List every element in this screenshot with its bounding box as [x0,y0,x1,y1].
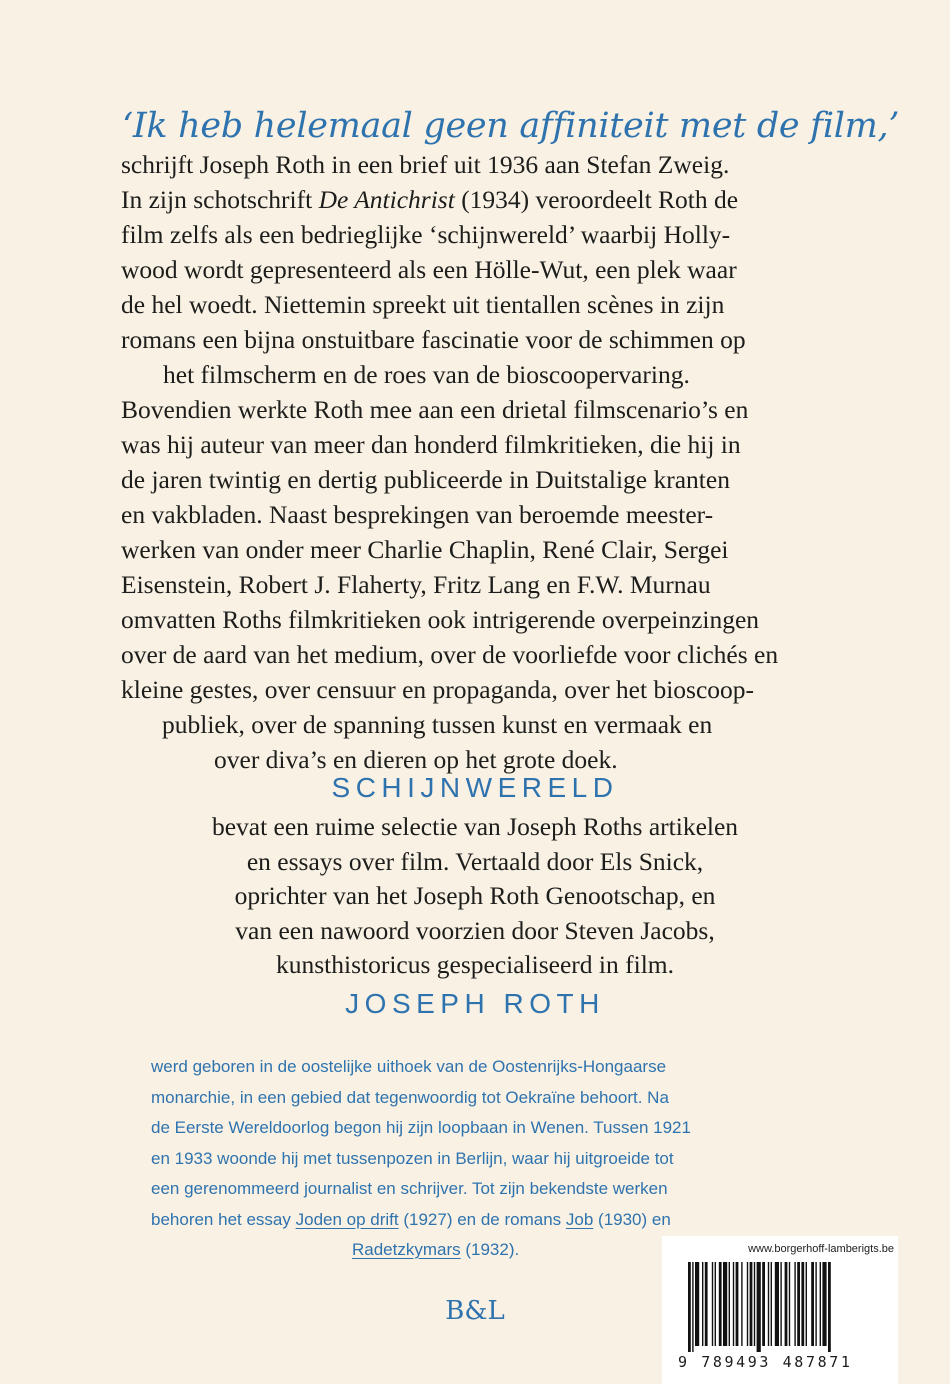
barcode-bar [715,1262,716,1346]
blurb-line: schrijft Joseph Roth in een brief uit 1936 aan Stefan Zweig. [121,150,730,179]
barcode-bar [762,1262,765,1346]
blurb-line: In zijn schotschrift De Antichrist (1934) veroordeelt Roth de [121,185,739,214]
bio-line-works-end: Radetzkymars (1932). [352,1240,520,1259]
blurb-line: omvatten Roths filmkritieken ook intrigerende overpeinzingen [121,605,760,634]
barcode-bar [692,1262,693,1352]
blurb-line: romans een bijna onstuitbare fascinatie voor de schimmen op [121,325,746,354]
publisher-logo: B&L [445,1296,505,1326]
barcode-bar [750,1262,753,1346]
opening-quote: ‘Ik heb helemaal geen affiniteit met de film,’ [122,106,900,146]
blurb-line: wood wordt gepresenteerd als een Hölle-Wut, een plek waar [121,255,737,284]
schijnwereld-heading: SCHIJNWERELD [331,772,619,803]
barcode-bar [775,1262,779,1346]
bio-line-works: behoren het essay Joden op drift (1927) en de romans Job (1930) en [151,1209,671,1229]
barcode-bar [811,1262,814,1346]
barcode-bar [797,1262,800,1346]
barcode-bar [723,1262,727,1346]
blurb-line: publiek, over de spanning tussen kunst en vermaak en [162,710,713,739]
author-heading: JOSEPH ROTH [345,988,605,1019]
barcode-bar [789,1262,790,1346]
blurb-line: over diva’s en dieren op het grote doek. [214,745,618,774]
barcode-bar [822,1262,826,1346]
blurb-line: kleine gestes, over censuur en propaganda, over het bioscoop- [121,675,755,704]
barcode-bar [771,1262,772,1346]
barcode-bar [828,1262,831,1352]
blurb-line: het filmscherm en de roes van de bioscoopervaring. [163,360,690,389]
author-bio: werd geboren in de oostelijke uithoek van de Oostenrijks-Hongaarse monarchie, in een gebied dat tegenwoordig tot Oekraïne behoort. Na de Eerste Wereldoorlog begon hij zijn loopbaan in Wenen. Tussen 1921 en 1933 woonde hij met tussenpozen in Berlijn, waar hij uitgroeide tot een gerenommeerd journalist en schrijver. Tot zijn bekendste werken behoren het essay Joden op drift (1927) en de romans Job (1930) en Radetzkymars (1932). [151,1052,811,1266]
barcode-bar [801,1262,804,1346]
barcode-bar [820,1262,821,1346]
barcode-bar [729,1262,730,1346]
blurb-line: werken van onder meer Charlie Chaplin, René Clair, Sergei [121,535,729,564]
title-joden-op-drift: Joden op drift [295,1209,399,1229]
barcode-bar [733,1262,734,1346]
barcode-panel [662,1236,898,1384]
barcode-bar [768,1262,769,1346]
blurb-line: Eisenstein, Robert J. Flaherty, Fritz Lang en F.W. Murnau [121,570,711,599]
barcode-bar [785,1262,788,1346]
barcode-bar [757,1262,761,1352]
schijnwereld-description: bevat een ruime selectie van Joseph Roths artikelen en essays over film. Vertaald door Els Snick, oprichter van het Joseph Roth Genootschap, en van een nawoord voorzien door Steven Jacobs, kunsthistoricus gespecialiseerd in film. [211,812,739,979]
barcode-bar [695,1262,699,1346]
barcode-bar [747,1262,748,1346]
title-job: Job [565,1209,594,1229]
barcode-bar [806,1262,807,1346]
isbn-digits: 9 789493 487871 [678,1353,853,1371]
barcode-bar [815,1262,816,1346]
title-radetzkymars: Radetzkymars [352,1240,461,1259]
blurb-line: Bovendien werkte Roth mee aan een drietal filmscenario’s en [121,395,749,424]
blurb-line: en vakbladen. Naast besprekingen van beroemde meester- [121,500,714,529]
barcode-bar [712,1262,713,1346]
blurb-line: was hij auteur van meer dan honderd filmkritieken, die hij in [121,430,741,459]
blurb-line: de hel woedt. Niettemin spreekt uit tientallen scènes in zijn [121,290,725,319]
barcode-bar [688,1262,691,1352]
barcode-bar [702,1262,703,1346]
barcode-bar [705,1262,708,1346]
blurb-line: de jaren twintig en dertig publiceerde in Duitstalige kranten [121,465,730,494]
publisher-url: www.borgerhoff-lamberigts.be [748,1243,894,1255]
barcode-bar [736,1262,739,1346]
barcode-bar [754,1262,755,1346]
barcode-icon [688,1262,872,1352]
barcode-bar [780,1262,781,1346]
barcode-bar [794,1262,795,1346]
barcode-bar [719,1262,722,1346]
blurb-line: over de aard van het medium, over de voorliefde voor clichés en [121,640,779,669]
book-title-antichrist: De Antichrist [318,185,455,214]
blurb-line: film zelfs als een bedrieglijke ‘schijnwereld’ waarbij Holly- [121,220,731,249]
barcode-bar [741,1262,742,1346]
